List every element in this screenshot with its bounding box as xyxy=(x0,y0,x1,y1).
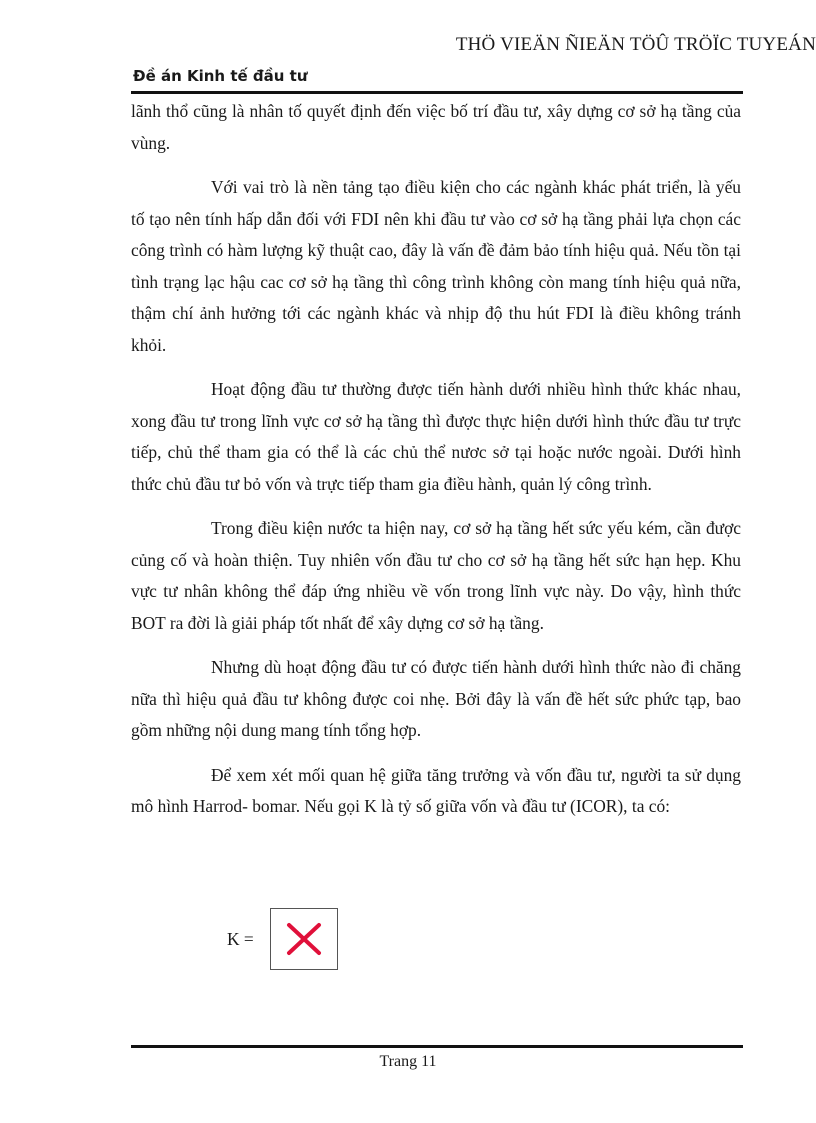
paragraph: Để xem xét mối quan hệ giữa tăng trưởng và vốn đầu tư, người ta sử dụng mô hình Harrod- bomar. Nếu gọi K là tỷ số giữa vốn và đầu tư (ICOR), ta có: xyxy=(131,764,741,816)
broken-image-placeholder xyxy=(270,908,338,970)
formula-label: K = xyxy=(227,928,254,949)
page-number-label: Trang 11 xyxy=(379,1053,437,1070)
header-divider xyxy=(131,91,743,94)
paragraph: Nhưng dù hoạt động đầu tư có được tiến hành dưới hình thức nào đi chăng nữa thì hiệu quả đầu tư không được coi nhẹ. Bởi đây là vấn đề hết sức phức tạp, bao gồm những nội dung mang tính tổng hợp. xyxy=(131,657,741,740)
paragraph-continued: lãnh thổ cũng là nhân tố quyết định đến việc bố trí đầu tư, xây dựng cơ sở hạ tầng của vùng. xyxy=(131,101,741,153)
footer-divider xyxy=(131,1045,743,1048)
paragraph: Với vai trò là nền tảng tạo điều kiện cho các ngành khác phát triển, là yếu tố tạo nên tính hấp dẫn đối với FDI nên khi đầu tư vào cơ sở hạ tầng phải lựa chọn các công trình có hàm lượng kỹ thuật cao, đây là vấn đề đảm bảo tính hiệu quả. Nếu tồn tại tình trạng lạc hậu cac cơ sở hạ tầng thì công trình không còn mang tính hiệu quả nữa, thậm chí ảnh hưởng tới các ngành khác và nhịp độ thu hút FDI là điều không tránh khỏi. xyxy=(131,177,741,355)
broken-image-icon xyxy=(286,922,322,956)
library-watermark: THÖ VIEÄN ÑIEÄN TÖÛ TRÖÏC TUYEÁN xyxy=(455,34,816,55)
paragraph: Trong điều kiện nước ta hiện nay, cơ sở hạ tầng hết sức yếu kém, cần được củng cố và hoàn thiện. Tuy nhiên vốn đầu tư cho cơ sở hạ tầng hết sức hạn hẹp. Khu vực tư nhân không thể đáp ứng nhiều về vốn trong lĩnh vực này. Do vậy, hình thức BOT ra đời là giải pháp tốt nhất để xây dựng cơ sở hạ tầng. xyxy=(131,518,741,633)
page-number xyxy=(0,1053,816,1071)
icor-formula xyxy=(227,908,338,970)
document-header-title: Đề án Kinh tế đầu tư xyxy=(133,67,308,85)
page-body xyxy=(131,96,741,836)
paragraph: Hoạt động đầu tư thường được tiến hành dưới nhiều hình thức khác nhau, xong đầu tư trong lĩnh vực cơ sở hạ tầng thì được thực hiện dưới hình thức đầu tư trực tiếp, chủ thể tham gia có thể là các chủ thể nươc sở tại hoặc nước ngoài. Dưới hình thức chủ đầu tư bỏ vốn và trực tiếp tham gia điều hành, quản lý công trình. xyxy=(131,379,741,494)
